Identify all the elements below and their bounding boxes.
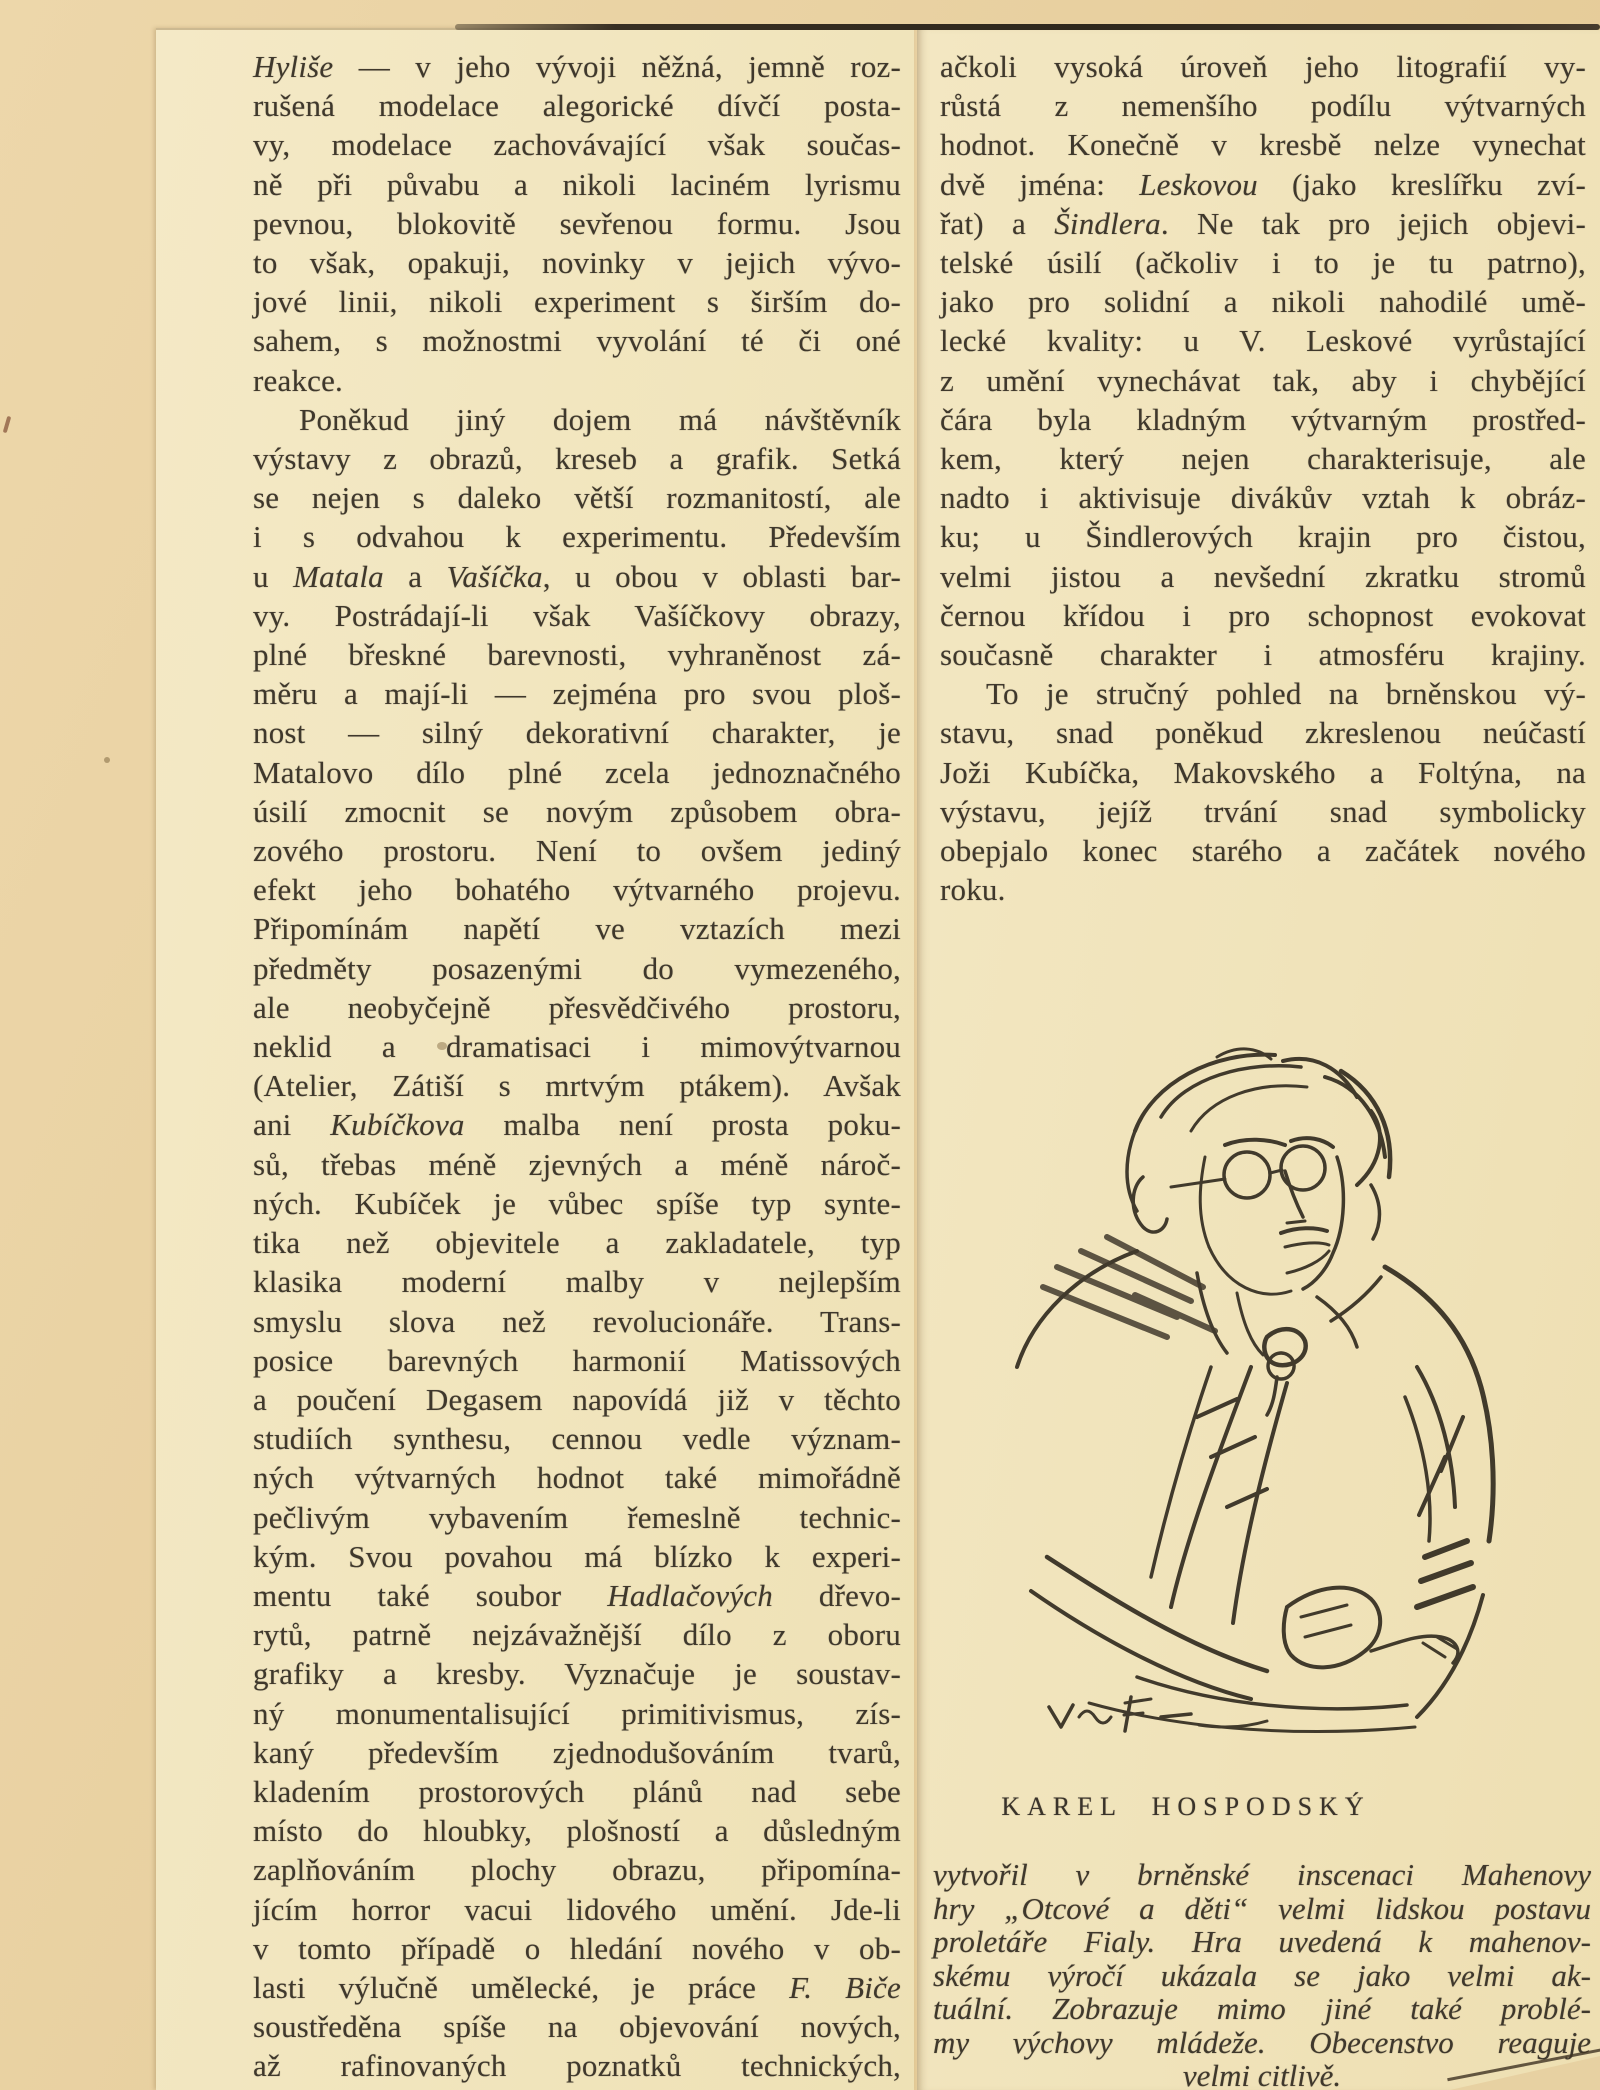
text-line: kem, který nejen charakterisuje, ale <box>940 441 1586 477</box>
text-line: zového prostoru. Není to ovšem jediný <box>253 833 901 869</box>
text-line: lasti výlučně umělecké, je práce F. Biče <box>253 1969 901 2005</box>
illustration-afterword <box>933 1858 1591 2090</box>
text-line: (Atelier, Zátiší s mrtvým ptákem). Avšak <box>253 1068 901 1104</box>
text-line: ale neobyčejně přesvědčivého prostoru, <box>253 989 901 1025</box>
article-column-left <box>253 47 901 2086</box>
text-line: hry „Otcové a děti“ velmi lidskou postavu <box>933 1890 1591 1926</box>
text-line: jako pro solidní a nikoli nahodilé umě- <box>940 284 1586 320</box>
text-line: lecké kvality: u V. Leskové vyrůstající <box>940 323 1586 359</box>
text-line: pevnou, blokovitě sevřenou formu. Jsou <box>253 205 901 241</box>
text-line: kladením prostorových plánů nad sebe <box>253 1773 901 1809</box>
text-line: černou křídou i pro schopnost evokovat <box>940 597 1586 633</box>
text-line: plné břeskné barevnosti, vyhraněnost zá- <box>253 637 901 673</box>
column-top-rule <box>455 24 1600 30</box>
article-column-right <box>940 47 1586 909</box>
text-line: studiích synthesu, cennou vedle význam- <box>253 1421 901 1457</box>
illustration-caption: KAREL HOSPODSKÝ <box>1001 1792 1371 1821</box>
text-line: a poučení Degasem napovídá již v těchto <box>253 1381 901 1417</box>
text-line: růstá z nemenšího podílu výtvarných <box>940 88 1586 124</box>
text-line: rytů, patrně nejzávažnější dílo z oboru <box>253 1617 901 1653</box>
text-line: vy. Postrádají-li však Vašíčkovy obrazy, <box>253 597 901 633</box>
text-line: jícím horror vacui lidového umění. Jde-li <box>253 1891 901 1927</box>
text-line: tuální. Zobrazuje mimo jiné také problé- <box>933 1991 1591 2026</box>
text-line: rušená modelace alegorické dívčí posta- <box>253 88 901 124</box>
text-line: telské úsilí (ačkoliv i to je tu patrno), <box>940 245 1586 281</box>
text-line: měru a mají-li — zejména pro svou ploš- <box>253 676 901 712</box>
text-line: úsilí zmocnit se novým způsobem obra- <box>253 793 901 829</box>
margin-mark <box>3 416 12 433</box>
text-line: kým. Svou povahou má blízko k experi- <box>253 1538 901 1574</box>
text-line: klasika moderní malby v nejlepším <box>253 1264 901 1300</box>
text-line: proletáře Fialy. Hra uvedená k mahenov- <box>933 1924 1591 1959</box>
text-line: Joži Kubíčka, Makovského a Foltýna, na <box>940 754 1586 790</box>
text-line: velmi citlivě. <box>1182 2058 1342 2090</box>
text-line: výstavy z obrazů, kreseb a grafik. Setká <box>253 441 901 477</box>
text-line: čára byla kladným výtvarným prostřed- <box>940 401 1586 437</box>
text-line: ných výtvarných hodnot také mimořádně <box>253 1460 901 1496</box>
text-line: vy, modelace zachovávající však součas- <box>253 127 901 163</box>
text-line: mentu také soubor Hadlačových dřevo- <box>253 1577 901 1613</box>
text-line: v tomto případě o hledání nového v ob- <box>253 1930 901 1966</box>
text-line: ani Kubíčkova malba není prosta poku- <box>253 1107 901 1143</box>
text-line: Poněkud jiný dojem má návštěvník <box>299 401 901 437</box>
text-line: z umění vynechávat tak, aby i chybějící <box>940 362 1586 398</box>
text-line: ných. Kubíček je vůbec spíše typ synte- <box>253 1185 901 1221</box>
text-line: skému výročí ukázala se jako velmi ak- <box>933 1957 1591 1993</box>
text-line: ku; u Šindlerových krajin pro čistou, <box>940 519 1586 555</box>
text-line: ný monumentalisující primitivismus, zís- <box>253 1695 901 1731</box>
text-line: reakce. <box>253 362 344 398</box>
text-line: soustředěna spíše na objevování nových, <box>253 2009 901 2045</box>
text-line: jové linii, nikoli experiment s širším do- <box>253 284 901 320</box>
text-line: to však, opakuji, novinky v jejich vývo- <box>253 245 901 281</box>
text-line: grafiky a kresby. Vyznačuje je soustav- <box>253 1656 901 1692</box>
text-line: roku. <box>940 872 1006 908</box>
text-line: sů, třebas méně zjevných a méně nároč- <box>253 1146 901 1182</box>
text-line: se nejen s daleko větší rozmanitostí, ale <box>253 480 901 516</box>
text-line: i s odvahou k experimentu. Především <box>253 519 901 555</box>
text-line: smyslu slova než revolucionáře. Trans- <box>253 1303 901 1339</box>
text-line: nost — silný dekorativní charakter, je <box>253 715 901 751</box>
paper-speck <box>437 1042 447 1050</box>
text-line: u Matala a Vašíčka, u obou v oblasti bar- <box>253 558 902 594</box>
text-line: sahem, s možnostmi vyvolání té či oné <box>253 323 901 359</box>
text-line: stavu, snad poněkud zkreslenou neúčastí <box>940 715 1586 751</box>
text-line: nadto i aktivisuje divákův vztah k obráz- <box>940 480 1586 516</box>
text-line: my výchovy mládeže. Obecenstvo reaguje <box>933 2024 1591 2060</box>
text-line: vytvořil v brněnské inscenaci Mahenovy <box>933 1857 1591 1892</box>
text-line: obepjalo konec starého a začátek nového <box>940 833 1586 869</box>
text-line: Hyliše — v jeho vývoji něžná, jemně roz- <box>253 49 901 84</box>
paper-speck <box>104 757 110 763</box>
text-line: tika než objevitele a zakladatele, typ <box>253 1225 901 1261</box>
portrait-sketch-illustration <box>985 1035 1505 1745</box>
text-line: výstavu, jejíž trvání snad symbolicky <box>940 793 1586 829</box>
text-line: Připomínám napětí ve vztazích mezi <box>253 911 901 947</box>
text-line: místo do hloubky, plošností a důsledným <box>253 1813 901 1849</box>
text-line: ně při půvabu a nikoli laciném lyrismu <box>253 166 901 202</box>
text-line: efekt jeho bohatého výtvarného projevu. <box>253 872 901 908</box>
text-line: ačkoli vysoká úroveň jeho litografií vy- <box>940 49 1586 84</box>
text-line: To je stručný pohled na brněnskou vý- <box>986 676 1586 712</box>
text-line: řat) a Šindlera. Ne tak pro jejich objevi- <box>940 205 1586 241</box>
text-line: kaný především zjednodušováním tvarů, <box>253 1734 901 1770</box>
text-line: posice barevných harmonií Matissových <box>253 1342 901 1378</box>
text-line: současně charakter i atmosféru krajiny. <box>940 637 1586 673</box>
text-line: zaplňováním plochy obrazu, připomína- <box>253 1852 901 1888</box>
text-line: až rafinovaných poznatků technických, <box>253 2048 901 2084</box>
text-line: Matalovo dílo plné zcela jednoznačného <box>253 754 901 790</box>
text-line: pečlivým vybavením řemeslně technic- <box>253 1499 901 1535</box>
text-line: hodnot. Konečně v kresbě nelze vynechat <box>940 127 1586 163</box>
text-line: neklid a dramatisaci i mimovýtvarnou <box>253 1029 901 1065</box>
text-line: předměty posazenými do vymezeného, <box>253 950 901 986</box>
text-line: dvě jména: Leskovou (jako kreslířku zví- <box>940 166 1586 202</box>
text-line: velmi jistou a nevšední zkratku stromů <box>940 558 1586 594</box>
